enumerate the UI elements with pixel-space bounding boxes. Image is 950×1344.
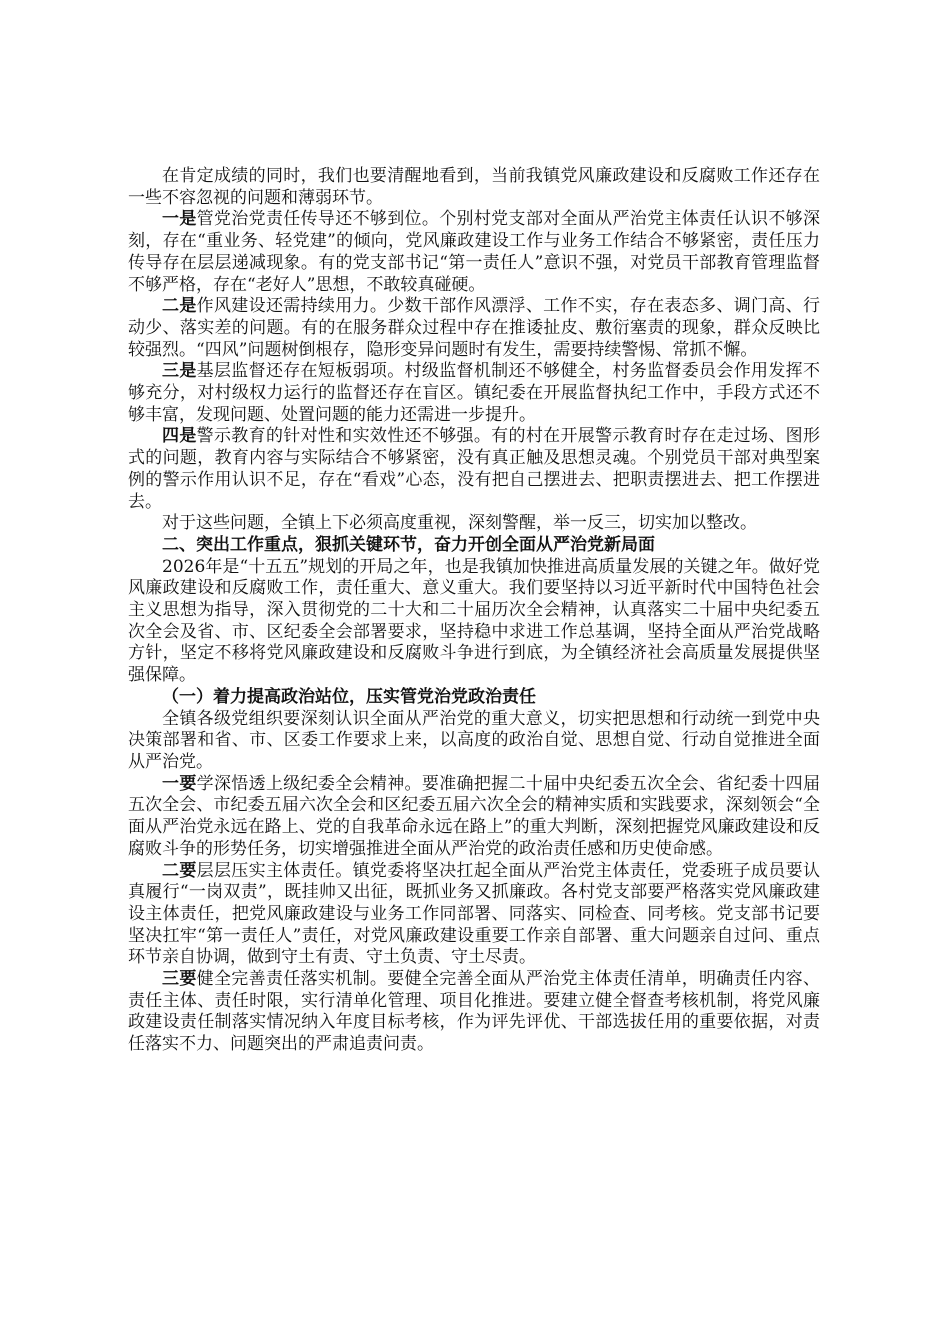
paragraph-task-3 bbox=[128, 969, 820, 1056]
paragraph-task-1 bbox=[128, 774, 820, 861]
paragraph-text: 2026年是“十五五”规划的开局之年，也是我镇加快推进高质量发展的关键之年。做好党风廉政建设和反腐败工作，责任重大、意义重大。我们要坚持以习近平新时代中国特色社会主义思想为指导，深入贯彻党的二十大和二十届历次全会精神，认真落实二十届中央纪委五次全会及省、市、区纪委全会部署要求，坚持稳中求进工作总基调，坚持全面从严治党战略方针，坚定不移将党风廉政建设和反腐败斗争进行到底，为全镇经济社会高质量发展提供坚强保障。 bbox=[128, 556, 820, 686]
section-heading: 二、突出工作重点，狠抓关键环节，奋力开创全面从严治党新局面 bbox=[162, 534, 655, 555]
paragraph-text: 对于这些问题，全镇上下必须高度重视，深刻警醒，举一反三，切实加以整改。 bbox=[162, 513, 757, 534]
paragraph-lead: 一是 bbox=[162, 209, 197, 230]
paragraph-lead: 二是 bbox=[162, 296, 197, 317]
paragraph-intro bbox=[128, 166, 820, 209]
paragraph-text: 基层监督还存在短板弱项。村级监督机制还不够健全，村务监督委员会作用发挥不够充分，对村级权力运行的监督还存在盲区。镇纪委在开展监督执纪工作中，手段方式还不够丰富，发现问题、处置问题的能力还需进一步提升。 bbox=[128, 361, 821, 425]
paragraph-problem-1 bbox=[128, 209, 820, 296]
paragraph-task-2 bbox=[128, 861, 820, 970]
paragraph-subsection-intro bbox=[128, 709, 820, 774]
subsection-heading: （一）着力提高政治站位，压实管党治党政治责任 bbox=[162, 686, 536, 707]
paragraph-problem-4 bbox=[128, 426, 820, 513]
paragraph-lead: 三是 bbox=[162, 361, 197, 382]
paragraph-text: 全镇各级党组织要深刻认识全面从严治党的重大意义，切实把思想和行动统一到党中央决策部署和省、市、区委工作要求上来，以高度的政治自觉、思想自觉、行动自觉推进全面从严治党。 bbox=[128, 708, 820, 772]
paragraph-problem-3 bbox=[128, 361, 820, 426]
paragraph-problem-2 bbox=[128, 296, 820, 361]
paragraph-text: 管党治党责任传导还不够到位。个别村党支部对全面从严治党主体责任认识不够深刻，存在“重业务、轻党建”的倾向，党风廉政建设工作与业务工作结合不够紧密，责任压力传导存在层层递减现象。有的党支部书记“第一责任人”意识不强，对党员干部教育管理监督不够严格，存在“老好人”思想，不敢较真碰硬。 bbox=[128, 209, 821, 295]
paragraph-text: 警示教育的针对性和实效性还不够强。有的村在开展警示教育时存在走过场、图形式的问题，教育内容与实际结合不够紧密，没有真正触及思想灵魂。个别党员干部对典型案例的警示作用认识不足，存在“看戏”心态，没有把自己摆进去、把职责摆进去、把工作摆进去。 bbox=[128, 426, 821, 512]
paragraph-text: 作风建设还需持续用力。少数干部作风漂浮、工作不实，存在表态多、调门高、行动少、落实差的问题。有的在服务群众过程中存在推诿扯皮、敷衍塞责的现象，群众反映比较强烈。“四风”问题树倒根存，隐形变异问题时有发生，需要持续警惕、常抓不懈。 bbox=[128, 296, 821, 360]
paragraph-lead: 四是 bbox=[162, 426, 197, 447]
paragraph-lead: 一要 bbox=[162, 773, 197, 794]
paragraph-text: 健全完善责任落实机制。要健全完善全面从严治党主体责任清单，明确责任内容、责任主体、责任时限，实行清单化管理、项目化推进。要建立健全督查考核机制，将党风廉政建设责任制落实情况纳入年度目标考核，作为评先评优、干部选拔任用的重要依据，对责任落实不力、问题突出的严肃追责问责。 bbox=[128, 969, 821, 1055]
paragraph-text: 层层压实主体责任。镇党委将坚决扛起全面从严治党主体责任，党委班子成员要认真履行“一岗双责”，既挂帅又出征，既抓业务又抓廉政。各村党支部要严格落实党风廉政建设主体责任，把党风廉政建设与业务工作同部署、同落实、同检查、同考核。党支部书记要坚决扛牢“第一责任人”责任，对党风廉政建设重要工作亲自部署、重大问题亲自过问、重点环节亲自协调，做到守土有责、守土负责、守土尽责。 bbox=[128, 860, 821, 968]
document-body bbox=[128, 166, 820, 1056]
paragraph-overview bbox=[128, 557, 820, 687]
paragraph-lead: 三要 bbox=[162, 969, 197, 990]
paragraph-lead: 二要 bbox=[162, 860, 197, 881]
paragraph-text: 在肯定成绩的同时，我们也要清醒地看到，当前我镇党风廉政建设和反腐败工作还存在一些不容忽视的问题和薄弱环节。 bbox=[128, 166, 820, 208]
paragraph-conclusion bbox=[128, 513, 820, 535]
paragraph-text: 学深悟透上级纪委全会精神。要准确把握二十届中央纪委五次全会、省纪委十四届五次全会、市纪委五届六次全会和区纪委五届六次全会的精神实质和实践要求，深刻领会“全面从严治党永远在路上、党的自我革命永远在路上”的重大判断，深刻把握党风廉政建设和反腐败斗争的形势任务，切实增强推进全面从严治党的政治责任感和历史使命感。 bbox=[128, 773, 821, 859]
